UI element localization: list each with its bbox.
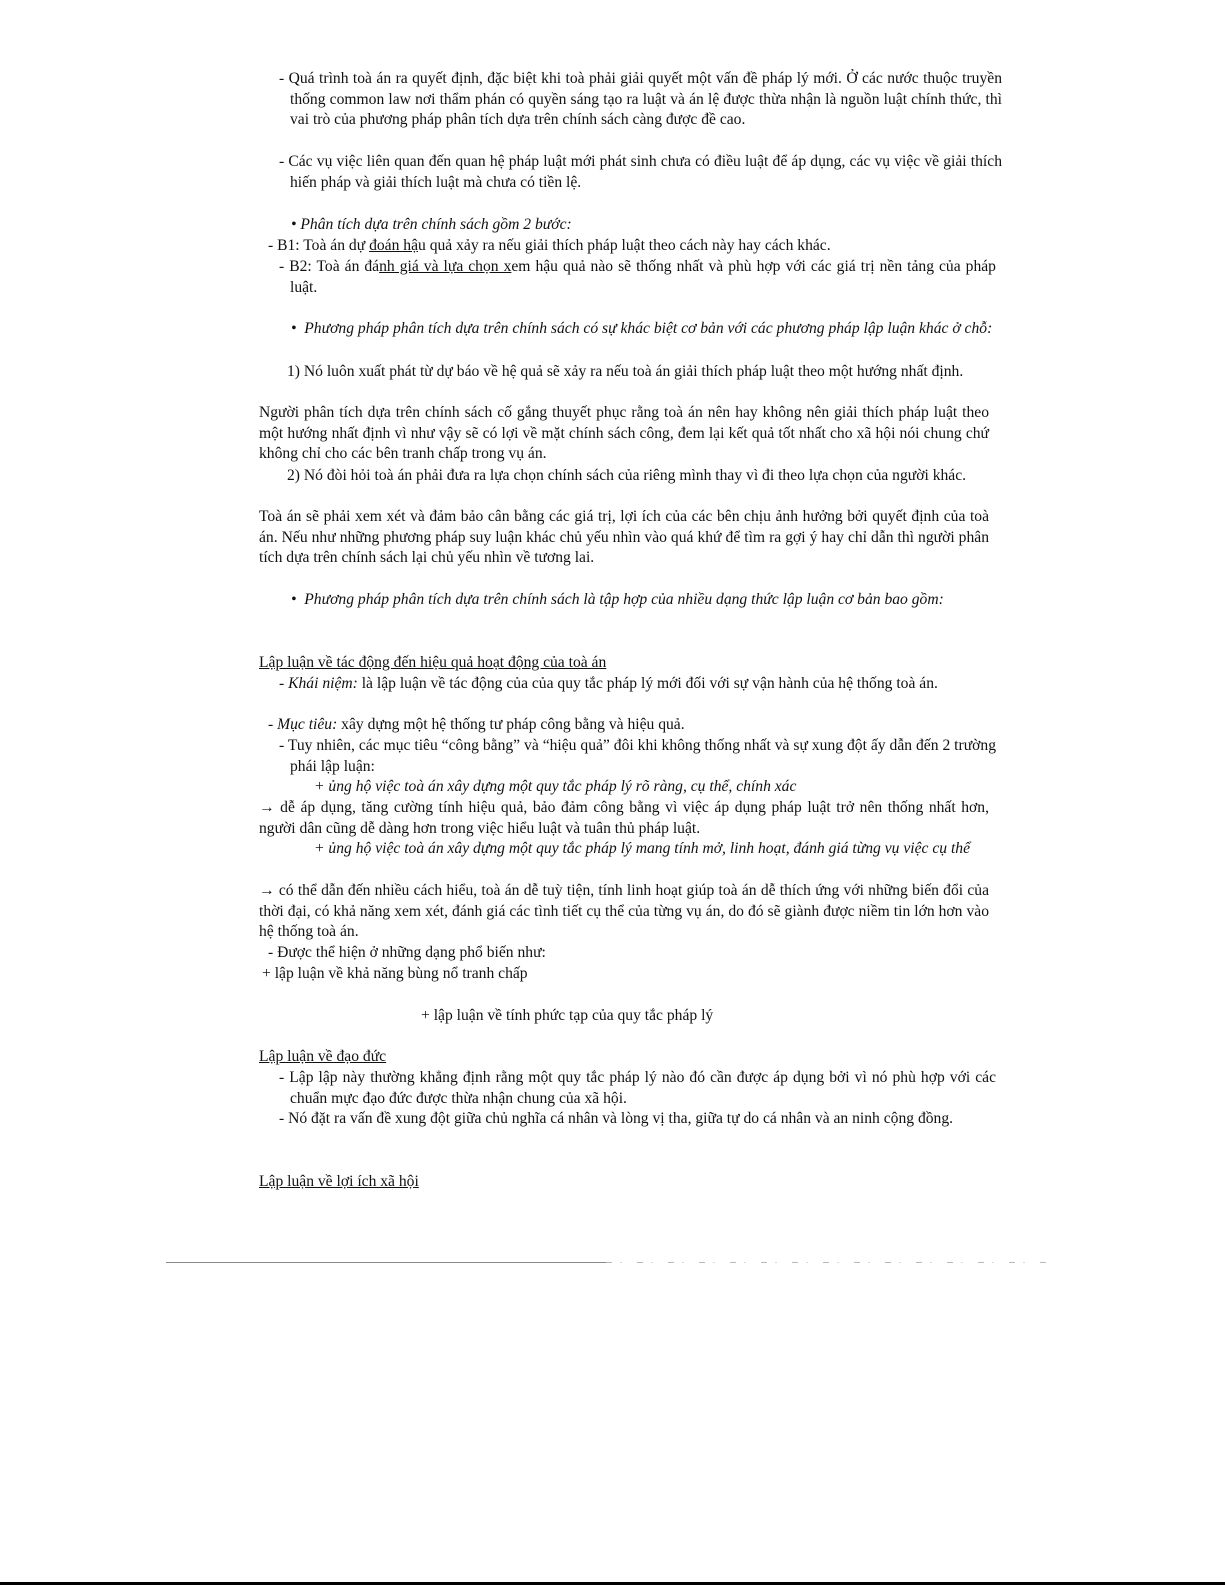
common-forms: - Được thể hiện ở những dạng phổ biến như: bbox=[268, 944, 546, 961]
form-dispute-explosion: + lập luận về khả năng bùng nổ tranh chấp bbox=[262, 965, 528, 982]
bullet-heading-forms-text: Phương pháp phân tích dựa trên chính sách là tập hợp của nhiều dạng thức lập luận cơ bản bao gồm: bbox=[304, 591, 944, 608]
step-b2-suffix: em hậu quả nào sẽ thống nhất và phù hợp với các giá trị nền tảng của pháp luật. bbox=[290, 258, 996, 296]
page-divider-line bbox=[166, 1262, 606, 1263]
step-b2-underlined: nh giá và lựa chọn x bbox=[379, 258, 512, 275]
objective-label: Mục tiêu: bbox=[277, 716, 338, 733]
step-b2-prefix: - B2: Toà án đá bbox=[279, 258, 380, 275]
objective-text: xây dựng một hệ thống tư pháp công bằng và hiệu quả. bbox=[337, 716, 685, 733]
bullet-icon: • bbox=[291, 591, 297, 608]
paragraph-policy-analyst: Người phân tích dựa trên chính sách cố gắng thuyết phục rằng toà án nên hay không nên giải thích pháp luật theo một hướng nhất định vì như vậy sẽ có lợi về mặt chính sách công, đem lại kết quả tốt nhất cho xã hội nói chung chứ không chỉ cho các bên tranh chấp trong vụ án. bbox=[259, 404, 989, 463]
step-b1-underlined: đoán hậ bbox=[369, 237, 418, 254]
concept-item: - Khái niệm: là lập luận về tác động của của quy tắc pháp lý mới đối với sự vận hành của hệ thống toà án. bbox=[279, 675, 938, 692]
step-b2 bbox=[279, 257, 996, 298]
bullet-icon: • bbox=[291, 216, 297, 233]
bullet-heading-steps-text: Phân tích dựa trên chính sách gồm 2 bước: bbox=[300, 216, 572, 233]
paragraph-court-balance: Toà án sẽ phải xem xét và đảm bảo cân bằng các giá trị, lợi ích của các bên chịu ảnh hưởng bởi quyết định của toà án. Nếu như những phương pháp suy luận khác chủ yếu nhìn vào quá khứ để tìm ra gợi ý hay chỉ dẫn thì người phân tích dựa trên chính sách lại chủ yếu nhìn về tương lai. bbox=[259, 508, 989, 567]
form-rule-complexity: + lập luận về tính phức tạp của quy tắc pháp lý bbox=[421, 1007, 714, 1024]
section-heading-social-benefit: Lập luận về lợi ích xã hội bbox=[259, 1173, 419, 1190]
concept-label: Khái niệm: bbox=[288, 675, 358, 692]
ethics-item-1: - Lập lập này thường khẳng định rằng một quy tắc pháp lý nào đó cần được áp dụng bởi vì nó phù hợp với các chuẩn mực đạo đức được thừa nhận chung của xã hội. bbox=[279, 1069, 996, 1107]
bullet-heading-steps bbox=[291, 215, 572, 236]
school-1-consequence: → dễ áp dụng, tăng cường tính hiệu quả, bảo đảm công bằng vì việc áp dụng pháp luật trở nên thống nhất hơn, người dân cũng dễ dàng hơn trong việc hiểu luật và tuân thủ pháp luật. bbox=[259, 799, 989, 837]
paragraph-decision-process: - Quá trình toà án ra quyết định, đặc biệt khi toà phải giải quyết một vấn đề pháp lý mới. Ở các nước thuộc truyền thống common law nơi thẩm phán có quyền sáng tạo ra luật và án lệ được thừa nhận là nguồn luật chính thức, thì vai trò của phương pháp phân tích dựa trên chính sách càng được đề cao. bbox=[279, 70, 1002, 129]
paragraph-new-cases: - Các vụ việc liên quan đến quan hệ pháp luật mới phát sinh chưa có điều luật để áp dụng, các vụ việc về giải thích hiến pháp và giải thích luật mà chưa có tiền lệ. bbox=[279, 153, 1002, 191]
step-b1-suffix: u quả xảy ra nếu giải thích pháp luật theo cách này hay cách khác. bbox=[418, 237, 831, 254]
objective-item: - Mục tiêu: xây dựng một hệ thống tư pháp công bằng và hiệu quả. bbox=[268, 716, 685, 733]
step-b1-prefix: - B1: Toà án dự bbox=[268, 237, 370, 254]
step-b1 bbox=[268, 236, 831, 257]
scan-artifact-line bbox=[606, 1262, 1046, 1263]
numbered-item-2: 2) Nó đòi hỏi toà án phải đưa ra lựa chọn chính sách của riêng mình thay vì đi theo lựa chọn của người khác. bbox=[287, 467, 967, 484]
school-2-consequence: → có thể dẫn đến nhiều cách hiểu, toà án dễ tuỳ tiện, tính linh hoạt giúp toà án dễ thích ứng với những biến đổi của thời đại, có khả năng xem xét, đánh giá các tình tiết cụ thể của từng vụ án, do đó sẽ giành được niềm tin lớn hơn vào hệ thống toà án. bbox=[259, 882, 989, 941]
bullet-icon: • bbox=[291, 320, 297, 337]
section-heading-ethics: Lập luận về đạo đức bbox=[259, 1048, 387, 1065]
numbered-item-1: 1) Nó luôn xuất phát từ dự báo về hệ quả sẽ xảy ra nếu toà án giải thích pháp luật theo một hướng nhất định. bbox=[287, 363, 964, 380]
school-1: + ủng hộ việc toà án xây dựng một quy tắc pháp lý rõ ràng, cụ thể, chính xác bbox=[314, 778, 797, 795]
section-heading-court-efficiency: Lập luận về tác động đến hiệu quả hoạt động của toà án bbox=[259, 654, 607, 671]
school-2: + ủng hộ việc toà án xây dựng một quy tắc pháp lý mang tính mở, linh hoạt, đánh giá từng vụ việc cụ thể bbox=[314, 840, 971, 857]
concept-text: là lập luận về tác động của của quy tắc pháp lý mới đối với sự vận hành của hệ thống toà án. bbox=[357, 675, 938, 692]
bullet-heading-differences-text: Phương pháp phân tích dựa trên chính sách có sự khác biệt cơ bản với các phương pháp lập luận khác ở chỗ: bbox=[304, 320, 993, 337]
bullet-heading-differences bbox=[291, 319, 1005, 340]
ethics-item-2: - Nó đặt ra vấn đề xung đột giữa chủ nghĩa cá nhân và lòng vị tha, giữa tự do cá nhân và an ninh cộng đồng. bbox=[279, 1110, 954, 1127]
however-item: - Tuy nhiên, các mục tiêu “công bằng” và “hiệu quả” đôi khi không thống nhất và sự xung đột ấy dẫn đến 2 trường phái lập luận: bbox=[279, 737, 996, 775]
bullet-heading-forms bbox=[291, 590, 1005, 611]
